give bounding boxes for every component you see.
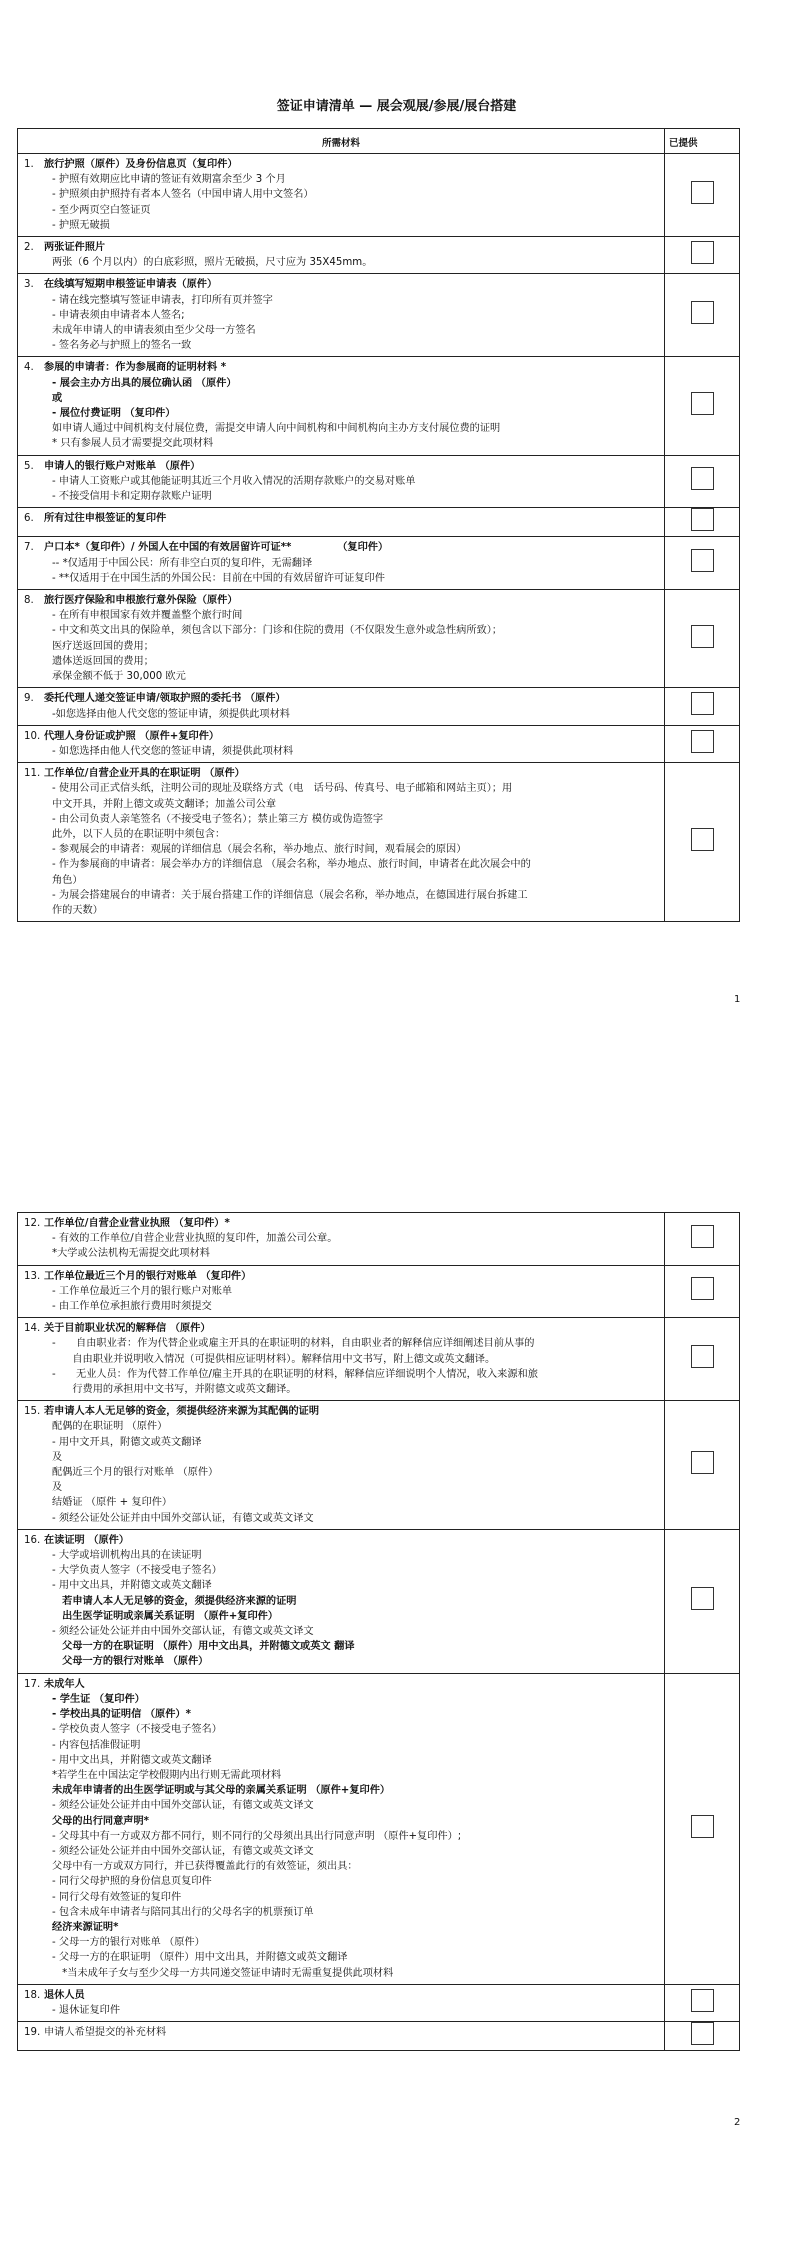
item-detail-line: - 护照须由护照持有者本人签名（中国申请人用中文签名） — [52, 189, 314, 201]
item-number: 4. — [24, 362, 34, 374]
item-heading: 工作单位/自营企业开具的在职证明 （原件） — [44, 768, 245, 780]
provided-cell — [665, 1401, 740, 1530]
item-heading-text: 申请人希望提交的补充材料 — [44, 2027, 167, 2039]
item-detail-line: - 请在线完整填写签证申请表，打印所有页并签字 — [52, 294, 273, 306]
checklist-row — [18, 154, 740, 237]
item-number: 10. — [24, 730, 41, 742]
requirement-cell — [18, 154, 665, 237]
provided-checkbox[interactable] — [691, 467, 714, 490]
item-heading: 旅行护照（原件）及身份信息页（复印件） — [44, 159, 238, 170]
requirement-cell — [18, 537, 665, 590]
provided-cell — [665, 357, 740, 455]
item-detail-line: - 须经公证处公证并由中国外交部认证，有德文或英文译文 — [52, 1800, 314, 1812]
provided-checkbox[interactable] — [691, 1345, 714, 1368]
item-detail-line: 作的天数） — [52, 904, 103, 916]
item-detail-line: - **仅适用于在中国生活的外国公民：目前在中国的有效居留许可证复印件 — [52, 572, 385, 584]
provided-cell — [665, 537, 740, 590]
item-number: 19. — [24, 2027, 41, 2039]
checklist-row — [18, 1984, 740, 2021]
provided-checkbox[interactable] — [691, 1225, 714, 1248]
checklist-row — [18, 1213, 740, 1266]
item-detail-line: - 学校负责人签字（不接受电子签名） — [52, 1724, 222, 1736]
item-detail-line: 遗体送返回国的费用； — [52, 655, 154, 667]
item-heading: 关于目前职业状况的解释信 （原件） — [44, 1323, 211, 1335]
provided-cell — [665, 1265, 740, 1318]
item-detail-line: - 父母一方的银行对账单 （原件） — [52, 1937, 205, 1949]
provided-cell — [665, 455, 740, 508]
item-detail-line: 若申请人本人无足够的资金，须提供经济来源的证明 — [52, 1595, 297, 1607]
item-detail-line: - 在所有申根国家有效并覆盖整个旅行时间 — [52, 610, 243, 622]
item-number: 11. — [24, 768, 41, 780]
item-detail-line: * 只有参展人员才需要提交此项材料 — [52, 438, 214, 450]
provided-cell — [665, 237, 740, 274]
requirement-cell — [18, 274, 665, 357]
item-detail-line: 出生医学证明或亲属关系证明 （原件+复印件） — [52, 1610, 279, 1622]
requirement-cell — [18, 1673, 665, 1984]
provided-checkbox[interactable] — [691, 241, 714, 264]
checklist-row — [18, 688, 740, 725]
item-detail-line: - 由工作单位承担旅行费用时须提交 — [52, 1301, 212, 1313]
item-detail-line: 医疗送返回国的费用； — [52, 640, 154, 652]
item-number: 8. — [24, 595, 34, 607]
item-number: 13. — [24, 1270, 41, 1282]
item-detail-line: - 不接受信用卡和定期存款账户证明 — [52, 491, 212, 503]
column-header-provided: 已提供 — [665, 129, 740, 154]
item-heading: 旅行医疗保险和申根旅行意外保险（原件） — [44, 595, 238, 607]
provided-checkbox[interactable] — [691, 1277, 714, 1300]
item-detail-line: *若学生在中国法定学校假期内出行则无需此项材料 — [52, 1769, 282, 1781]
item-number: 2. — [24, 242, 34, 254]
item-detail-line: 父母中有一方或双方同行，并已获得覆盖此行的有效签证，须出具： — [52, 1861, 358, 1873]
item-detail-line: - 大学或培训机构出具的在读证明 — [52, 1550, 202, 1562]
item-detail-line: 经济来源证明* — [52, 1921, 119, 1933]
item-detail-line: - 父母一方的在职证明 （原件）用中文出具，并附德文或英文翻译 — [52, 1952, 348, 1964]
item-detail-line: 未成年申请人的申请表须由至少父母一方签名 — [52, 325, 256, 337]
item-detail-line: - 用中文出具，并附德文或英文翻译 — [52, 1580, 212, 1592]
requirement-cell — [18, 357, 665, 455]
item-heading: 代理人身份证或护照 （原件+复印件） — [44, 730, 220, 742]
item-number: 6. — [24, 513, 34, 525]
item-number: 15. — [24, 1406, 41, 1418]
requirement-cell — [18, 455, 665, 508]
item-detail-line: - 用中文开具，附德文或英文翻译 — [52, 1436, 202, 1448]
checklist-row — [18, 537, 740, 590]
checklist-row — [18, 1265, 740, 1318]
provided-cell — [665, 1984, 740, 2021]
checklist-table-page2 — [17, 1212, 740, 2051]
checklist-row — [18, 2022, 740, 2051]
requirement-cell — [18, 508, 665, 537]
item-number: 9. — [24, 693, 34, 705]
item-detail-line: - 无业人员：作为代替工作单位/雇主开具的在职证明的材料，解释信应详细说明个人情况，收入来源和旅 — [52, 1368, 538, 1380]
item-number: 5. — [24, 460, 34, 472]
requirement-cell — [18, 237, 665, 274]
item-detail-line: - 使用公司正式信头纸，注明公司的现址及联络方式（电 话号码、传真号、电子邮箱和网站主页）；用 — [52, 783, 513, 795]
item-number: 18. — [24, 1989, 41, 2001]
item-number: 7. — [24, 542, 34, 554]
requirement-cell — [18, 1984, 665, 2021]
item-heading: 参展的申请者：作为参展商的证明材料 * — [44, 362, 227, 374]
item-detail-line: 此外，以下人员的在职证明中须包含： — [52, 828, 226, 840]
item-heading: 在读证明 （原件） — [44, 1534, 130, 1546]
item-heading: 户口本*（复印件）/ 外国人在中国的有效居留许可证** （复印件） — [44, 542, 389, 554]
requirement-cell — [18, 725, 665, 762]
column-header-materials: 所需材料 — [18, 129, 665, 154]
item-detail-line: -- *仅适用于中国公民：所有非空白页的复印件，无需翻译 — [52, 557, 313, 569]
item-detail-line: - 须经公证处公证并由中国外交部认证，有德文或英文译文 — [52, 1626, 314, 1638]
item-detail-line: -如您选择由他人代交您的签证申请，须提供此项材料 — [52, 708, 290, 720]
checklist-row — [18, 508, 740, 537]
provided-cell — [665, 590, 740, 688]
item-detail-line: - 为展会搭建展台的申请者：关于展台搭建工作的详细信息（展会名称，举办地点，在德国进行展台拆建工 — [52, 889, 528, 901]
checklist-row — [18, 725, 740, 762]
provided-cell — [665, 1318, 740, 1401]
provided-checkbox[interactable] — [691, 730, 714, 753]
checklist-row — [18, 357, 740, 455]
item-detail-line: - 中文和英文出具的保险单，须包含以下部分：门诊和住院的费用（不仅限发生意外或急性病所致）； — [52, 625, 503, 637]
item-detail-line: - 大学负责人签字（不接受电子签名） — [52, 1565, 222, 1577]
provided-checkbox[interactable] — [691, 692, 714, 715]
provided-cell — [665, 688, 740, 725]
provided-checkbox[interactable] — [691, 2022, 714, 2045]
item-detail-line: - 有效的工作单位/自营企业营业执照的复印件，加盖公司公章。 — [52, 1233, 338, 1245]
page-number: 1 — [734, 994, 741, 1005]
checklist-row — [18, 763, 740, 922]
provided-cell — [665, 274, 740, 357]
item-detail-line: - 学生证 （复印件） — [52, 1693, 145, 1705]
checklist-row — [18, 1318, 740, 1401]
item-number: 17. — [24, 1678, 41, 1690]
item-detail-line: - 须经公证处公证并由中国外交部认证，有德文或英文译文 — [52, 1512, 314, 1524]
item-detail-line: 行费用的承担用中文书写，并附德文或英文翻译。 — [52, 1384, 297, 1396]
item-detail-line: 承保金额不低于 30,000 欧元 — [52, 671, 186, 683]
item-detail-line: 父母一方的银行对账单 （原件） — [52, 1656, 209, 1668]
provided-cell — [665, 763, 740, 922]
item-detail-line: 或 — [52, 392, 63, 404]
item-detail-line: - 须经公证处公证并由中国外交部认证，有德文或英文译文 — [52, 1845, 314, 1857]
requirement-cell — [18, 1401, 665, 1530]
item-detail-line: 未成年申请者的出生医学证明或与其父母的亲属关系证明 （原件+复印件） — [52, 1785, 391, 1797]
checklist-row — [18, 1529, 740, 1673]
checklist-row — [18, 455, 740, 508]
checklist-row — [18, 1673, 740, 1984]
item-heading: 申请人的银行账户对账单 （原件） — [44, 460, 201, 472]
item-detail-line: - 展位付费证明 （复印件） — [52, 408, 176, 420]
item-detail-line: 结婚证 （原件 + 复印件） — [52, 1497, 173, 1509]
item-detail-line: 及 — [52, 1451, 63, 1463]
requirement-cell — [18, 1265, 665, 1318]
provided-cell — [665, 1529, 740, 1673]
provided-checkbox[interactable] — [691, 1989, 714, 2012]
provided-cell — [665, 154, 740, 237]
item-detail-line: 配偶近三个月的银行对账单 （原件） — [52, 1467, 219, 1479]
item-detail-line: - 申请人工资账户或其他能证明其近三个月收入情况的活期存款账户的交易对账单 — [52, 475, 416, 487]
item-detail-line: - 同行父母护照的身份信息页复印件 — [52, 1876, 212, 1888]
provided-checkbox[interactable] — [691, 625, 714, 648]
item-heading: 在线填写短期申根签证申请表（原件） — [44, 279, 218, 291]
item-detail-line: - 展会主办方出具的展位确认函 （原件） — [52, 377, 237, 389]
requirement-cell — [18, 763, 665, 922]
item-number: 1. — [24, 159, 34, 170]
provided-checkbox[interactable] — [691, 181, 714, 204]
item-detail-line: 父母的出行同意声明* — [52, 1815, 150, 1827]
requirement-cell — [18, 2022, 665, 2051]
item-detail-line: 配偶的在职证明 （原件） — [52, 1421, 168, 1433]
provided-checkbox[interactable] — [691, 392, 714, 415]
item-detail-line: *大学或公法机构无需提交此项材料 — [52, 1248, 210, 1260]
item-detail-line: *当未成年子女与至少父母一方共同递交签证申请时无需重复提供此项材料 — [52, 1967, 394, 1979]
item-heading: 工作单位/自营企业营业执照 （复印件）* — [44, 1218, 230, 1229]
item-detail-line: - 同行父母有效签证的复印件 — [52, 1891, 182, 1903]
item-detail-line: - 申请表须由申请者本人签名; — [52, 309, 185, 321]
requirement-cell — [18, 688, 665, 725]
item-number: 14. — [24, 1323, 41, 1335]
page-title: 签证申请清单 — 展会观展/参展/展台搭建 — [276, 99, 517, 114]
checklist-row — [18, 274, 740, 357]
item-heading: 未成年人 — [44, 1678, 85, 1690]
provided-cell — [665, 2022, 740, 2051]
requirement-cell — [18, 590, 665, 688]
item-detail-line: 角色） — [52, 874, 83, 886]
provided-checkbox[interactable] — [691, 1815, 714, 1838]
item-detail-line: - 护照无破损 — [52, 219, 110, 231]
item-detail-line: - 自由职业者：作为代替企业或雇主开具的在职证明的材料，自由职业者的解释信应详细阐述目前从事的 — [52, 1338, 535, 1350]
provided-cell — [665, 1673, 740, 1984]
item-detail-line: 自由职业并说明收入情况（可提供相应证明材料）。解释信用中文书写，附上德文或英文翻译。 — [52, 1353, 496, 1365]
item-detail-line: - 退休证复印件 — [52, 2004, 121, 2016]
item-detail-line: - 作为参展商的申请者：展会举办方的详细信息 （展会名称，举办地点、旅行时间，申请者在此次展会中的 — [52, 859, 531, 871]
item-detail-line: - 护照有效期应比申请的签证有效期富余至少 3 个月 — [52, 174, 286, 186]
item-heading: 退休人员 — [44, 1989, 85, 2001]
requirement-cell — [18, 1213, 665, 1266]
item-heading: 若申请人本人无足够的资金，须提供经济来源为其配偶的证明 — [44, 1406, 320, 1418]
item-number: 12. — [24, 1218, 41, 1229]
item-detail-line: 两张（6 个月以内）的白底彩照，照片无破损，尺寸应为 35X45mm。 — [52, 257, 373, 269]
provided-checkbox[interactable] — [691, 1587, 714, 1610]
item-heading: 委托代理人递交签证申请/领取护照的委托书 （原件） — [44, 693, 286, 705]
item-detail-line: - 如您选择由他人代交您的签证申请，须提供此项材料 — [52, 745, 294, 757]
item-detail-line: - 由公司负责人亲笔签名（不接受电子签名）；禁止第三方 模仿或伪造签字 — [52, 813, 384, 825]
item-detail-line: - 父母其中有一方或双方都不同行，则不同行的父母须出具出行同意声明 （原件+复印件）; — [52, 1830, 462, 1842]
item-detail-line: 中文开具，并附上德文或英文翻译；加盖公司公章 — [52, 798, 277, 810]
provided-checkbox[interactable] — [691, 1451, 714, 1474]
item-detail-line: 父母一方的在职证明 （原件）用中文出具，并附德文或英文 翻译 — [52, 1641, 355, 1653]
checklist-table-page1 — [17, 128, 740, 922]
item-detail-line: - 包含未成年申请者与陪同其出行的父母名字的机票预订单 — [52, 1906, 314, 1918]
item-heading: 所有过往申根签证的复印件 — [44, 513, 167, 525]
provided-cell — [665, 725, 740, 762]
page-number: 2 — [734, 2117, 741, 2128]
item-detail-line: 及 — [52, 1482, 63, 1494]
provided-cell — [665, 1213, 740, 1266]
item-number: 16. — [24, 1534, 41, 1546]
item-detail-line: - 学校出具的证明信 （原件）* — [52, 1709, 191, 1721]
checklist-row — [18, 590, 740, 688]
requirement-cell — [18, 1529, 665, 1673]
item-detail-line: - 工作单位最近三个月的银行账户对账单 — [52, 1285, 233, 1297]
checklist-row — [18, 237, 740, 274]
item-detail-line: 如申请人通过中间机构支付展位费，需提交申请人向中间机构和中间机构向主办方支付展位费的证明 — [52, 423, 501, 435]
item-detail-line: - 用中文出具，并附德文或英文翻译 — [52, 1754, 212, 1766]
item-detail-line: - 参观展会的申请者：观展的详细信息（展会名称，举办地点、旅行时间，观看展会的原因） — [52, 844, 467, 856]
provided-checkbox[interactable] — [691, 508, 714, 531]
item-number: 3. — [24, 279, 34, 291]
checklist-row — [18, 1401, 740, 1530]
item-heading: 工作单位最近三个月的银行对账单 （复印件） — [44, 1270, 252, 1282]
provided-cell — [665, 508, 740, 537]
provided-checkbox[interactable] — [691, 828, 714, 851]
item-heading: 两张证件照片 — [44, 242, 106, 254]
item-detail-line: - 内容包括准假证明 — [52, 1739, 141, 1751]
item-detail-line: - 至少两页空白签证页 — [52, 204, 151, 216]
provided-checkbox[interactable] — [691, 549, 714, 572]
requirement-cell — [18, 1318, 665, 1401]
provided-checkbox[interactable] — [691, 301, 714, 324]
item-detail-line: - 签名务必与护照上的签名一致 — [52, 340, 192, 352]
